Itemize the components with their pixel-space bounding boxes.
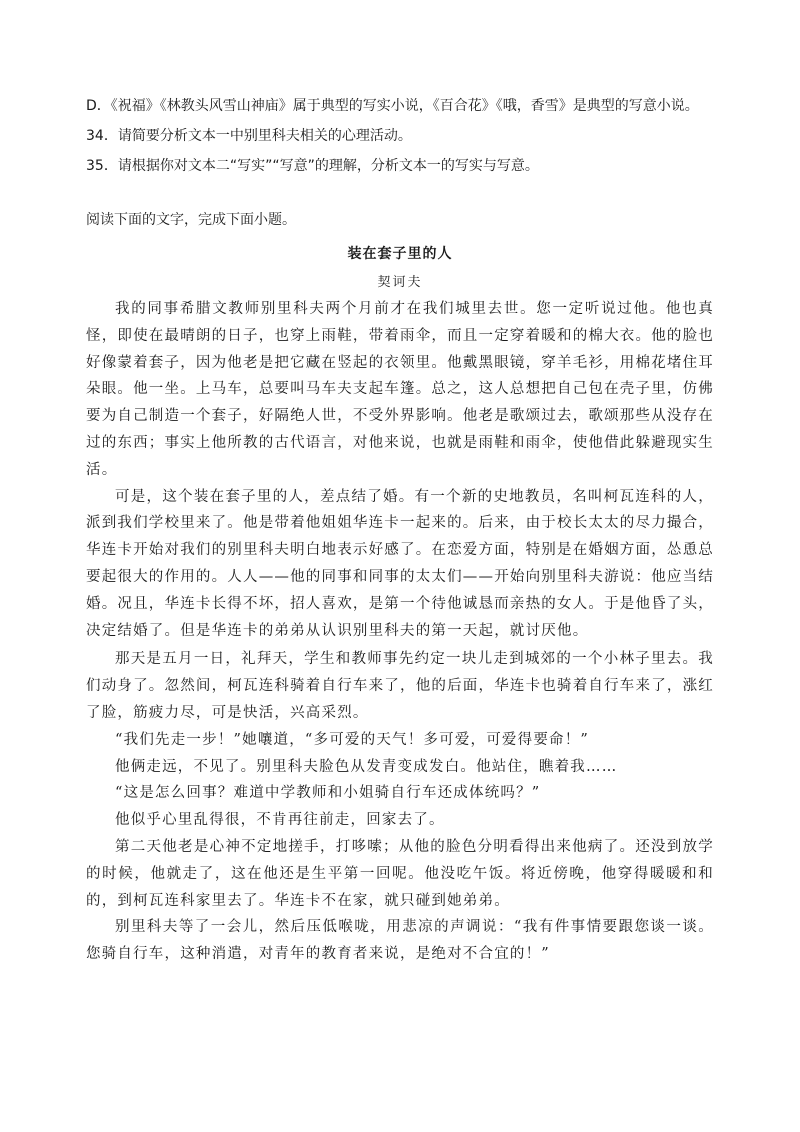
reading-instruction: 阅读下面的文字，完成下面小题。 [86, 212, 296, 228]
paragraph: 别里科夫等了一会儿，然后压低喉咙，用悲凉的声调说：“我有件事情要跟您谈一谈。您骑自行车，这种消遣，对青年的教育者来说，是绝对不合宜的！” [86, 919, 714, 963]
question-35: 35．请根据你对文本二“写实”“写意”的理解，分析文本一的写实与写意。 [86, 158, 539, 174]
paragraph: 他俩走远，不见了。别里科夫脸色从发青变成发白。他站住，瞧着我…… [115, 758, 618, 775]
paragraph: “这是怎么回事？难道中学教师和小姐骑自行车还成体统吗？” [115, 785, 541, 802]
paragraph: 第二天他老是心神不定地搓手，打哆嗦；从他的脸色分明看得出来他病了。还没到放学的时候，他就走了，这在他还是生平第一回呢。他没吃午饭。将近傍晚，他穿得暖暖和和的，到柯瓦连科家里去了。华连卡不在家，就只碰到她弟弟。 [86, 838, 714, 909]
passage-title: 装在套子里的人 [347, 246, 453, 262]
paragraph: 可是，这个装在套子里的人，差点结了婚。有一个新的史地教员，名叫柯瓦连科的人，派到我们学校里来了。他是带着他姐姐华连卡一起来的。后来，由于校长太太的尽力撮合，华连卡开始对我们的别里科夫明白地表示好感了。在恋爱方面，特别是在婚姻方面，怂恿总要起很大的作用的。人人——他的同事和同事的太太们——开始向别里科夫游说：他应当结婚。况且，华连卡长得不坏，招人喜欢，是第一个待他诚恳而亲热的女人。于是他昏了头，决定结婚了。但是华连卡的弟弟从认识别里科夫的第一天起，就讨厌他。 [86, 488, 714, 639]
passage-body [86, 296, 714, 968]
paragraph: 那天是五月一日，礼拜天，学生和教师事先约定一块儿走到城郊的一个小林子里去。我们动身了。忽然间，柯瓦连科骑着自行车来了，他的后面，华连卡也骑着自行车来了，涨红了脸，筋疲力尽，可是快活，兴高采烈。 [86, 651, 714, 721]
paragraph: 他似乎心里乱得很，不肯再往前走，回家去了。 [115, 812, 445, 829]
passage-author: 契诃夫 [377, 275, 423, 290]
paragraph: 我的同事希腊文教师别里科夫两个月前才在我们城里去世。您一定听说过他。他也真怪，即使在最晴朗的日子，也穿上雨鞋，带着雨伞，而且一定穿着暖和的棉大衣。他的脸也好像蒙着套子，因为他老是把它藏在竖起的衣领里。他戴黑眼镜，穿羊毛衫，用棉花堵住耳朵眼。他一坐。上马车，总要叫马车夫支起车篷。总之，这人总想把自己包在壳子里，仿佛要为自己制造一个套子，好隔绝人世，不受外界影响。他老是歌颂过去，歌颂那些从没存在过的东西；事实上他所教的古代语言，对他来说，也就是雨鞋和雨伞，使他借此躲避现实生活。 [86, 301, 714, 478]
paragraph: “我们先走一步！”她嚷道，“多可爱的天气！多可爱，可爱得要命！” [115, 731, 590, 748]
question-option-d: D．《祝福》《林教头风雪山神庙》属于典型的写实小说，《百合花》《哦，香雪》是典型的写意小说。 [86, 98, 699, 114]
question-34: 34．请简要分析文本一中别里科夫相关的心理活动。 [86, 128, 412, 144]
